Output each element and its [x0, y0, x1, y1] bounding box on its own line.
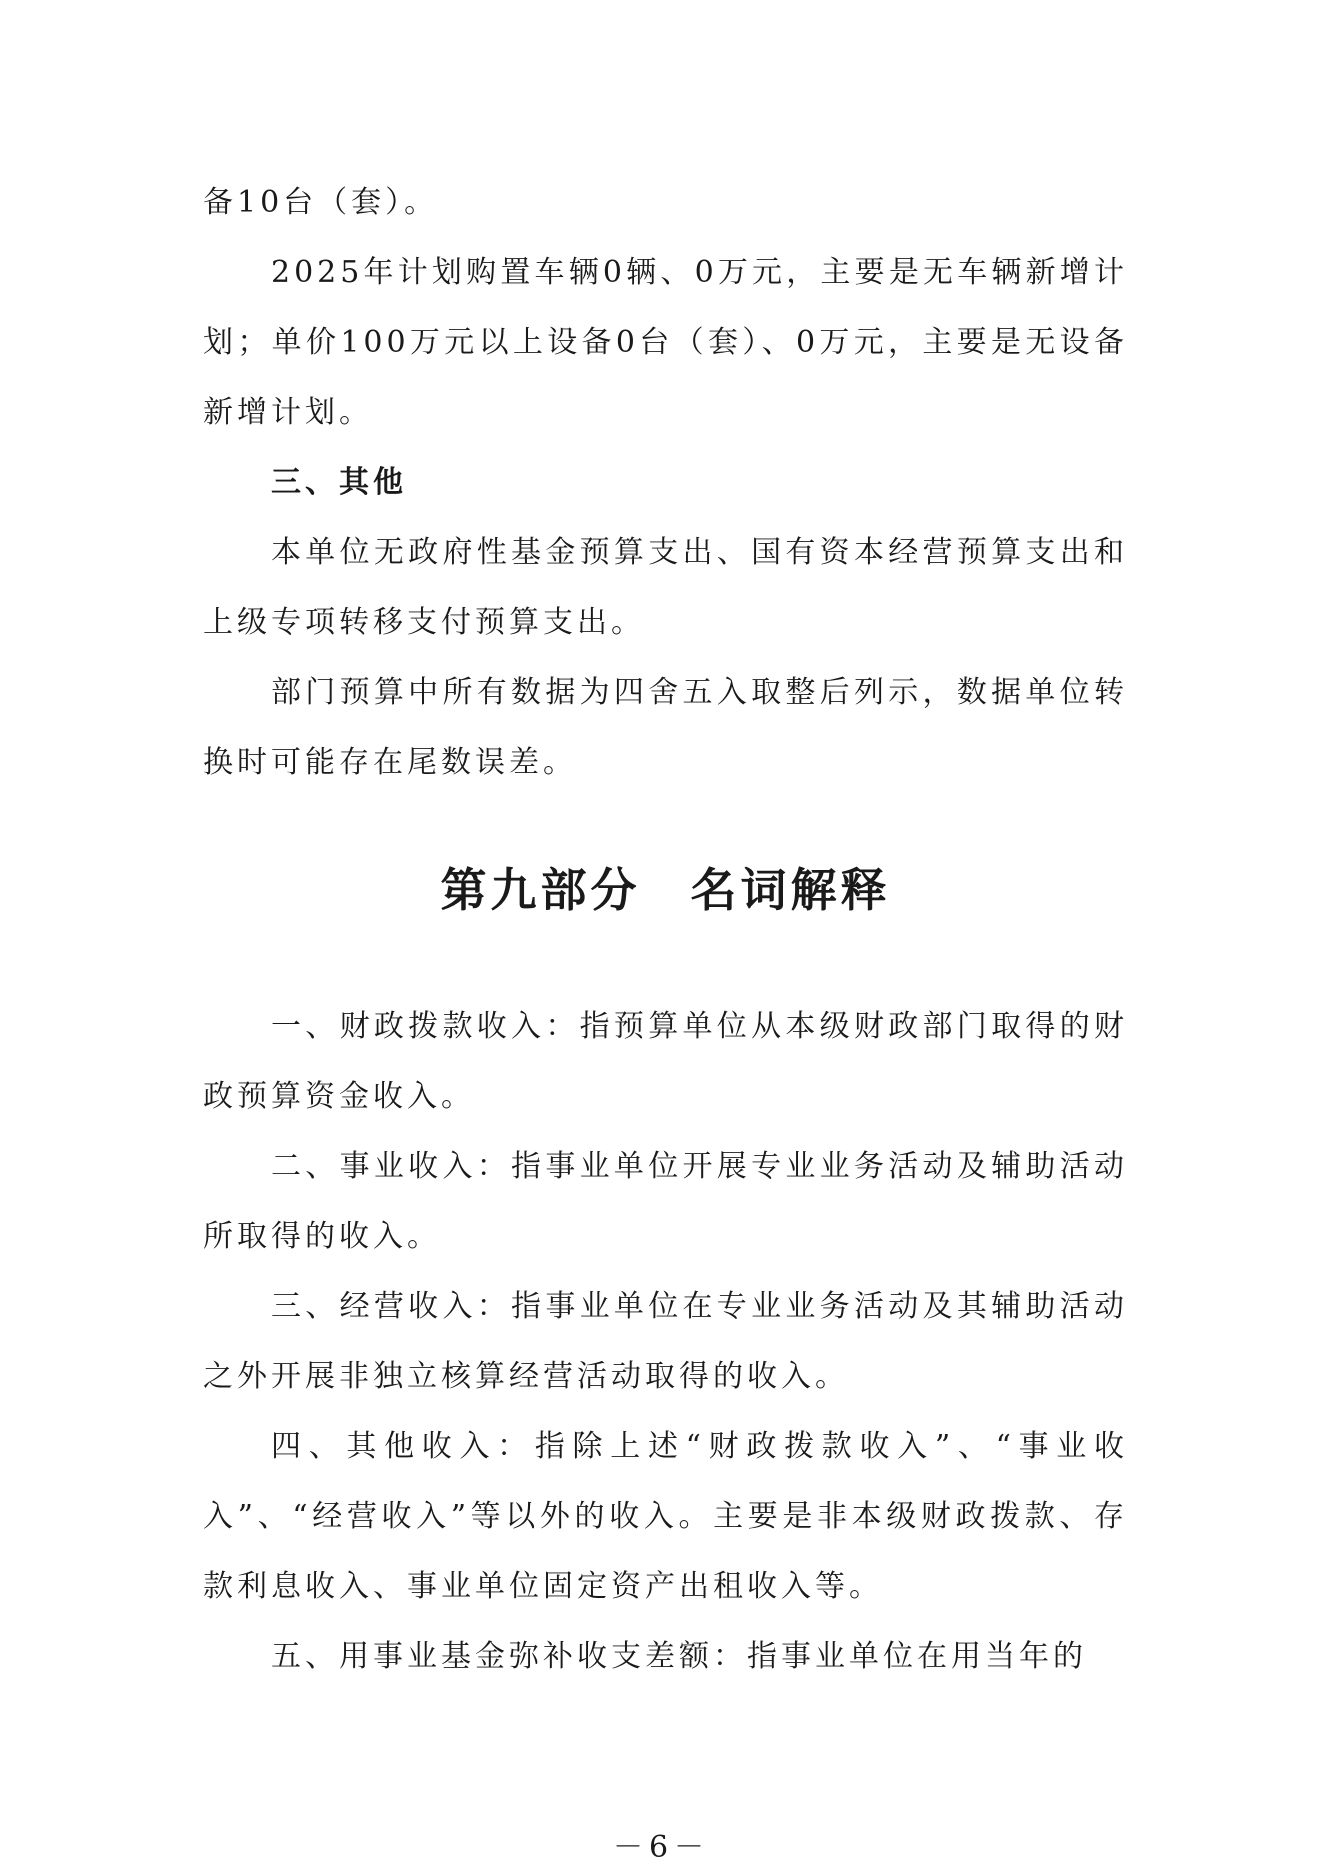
paragraph-no-fund-budget: 本单位无政府性基金预算支出、国有资本经营预算支出和上级专项转移支付预算支出。	[203, 535, 1128, 640]
paragraph-equipment-continuation: 备10台（套）。	[203, 185, 439, 220]
page-number: －6－	[612, 1830, 711, 1865]
definition-operating-income: 三、经营收入：指事业单位在专业业务活动及其辅助活动之外开展非独立核算经营活动取得的收入。	[203, 1289, 1128, 1394]
paragraph-vehicle-purchase-plan: 2025年计划购置车辆0辆、0万元，主要是无车辆新增计划；单价100万元以上设备0台（套）、0万元，主要是无设备新增计划。	[203, 255, 1128, 430]
definition-other-income: 四、其他收入：指除上述“财政拨款收入”、“事业收入”、“经营收入”等以外的收入。主要是非本级财政拨款、存款利息收入、事业单位固定资产出租收入等。	[203, 1429, 1128, 1604]
definition-business-fund-offset: 五、用事业基金弥补收支差额：指事业单位在用当年的	[271, 1639, 1087, 1674]
paragraph-rounding-note: 部门预算中所有数据为四舍五入取整后列示，数据单位转换时可能存在尾数误差。	[203, 675, 1128, 780]
section-heading-other: 三、其他	[271, 465, 407, 500]
part-title: 第九部分 名词解释	[440, 863, 891, 917]
definition-fiscal-appropriation-income: 一、财政拨款收入：指预算单位从本级财政部门取得的财政预算资金收入。	[203, 1009, 1128, 1114]
page-content	[203, 168, 1128, 1692]
definition-business-income: 二、事业收入：指事业单位开展专业业务活动及辅助活动所取得的收入。	[203, 1149, 1128, 1254]
